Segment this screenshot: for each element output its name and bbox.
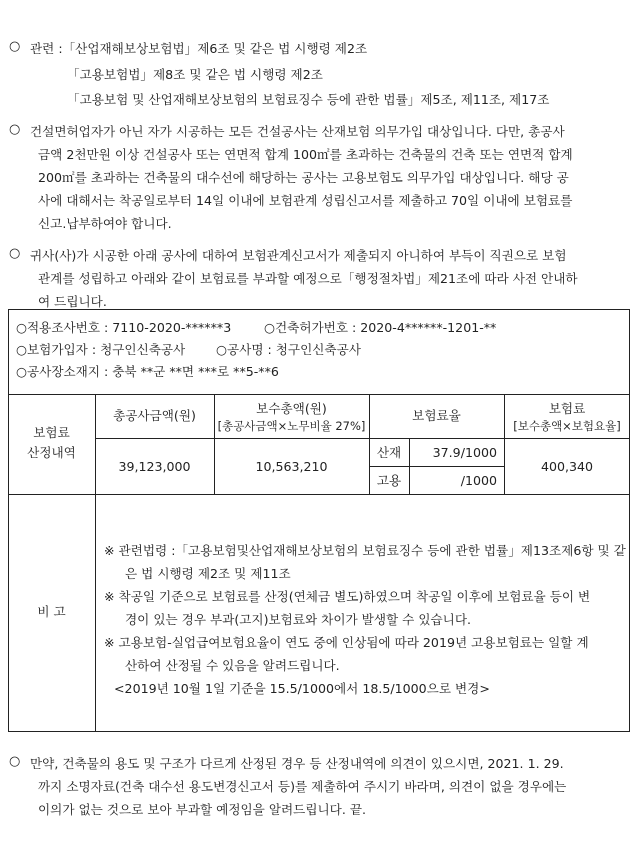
remark-line-2: 은 법 시행령 제2조 및 제11조 bbox=[125, 566, 291, 581]
objection-line-3: 이의가 없는 것으로 보아 부과할 예정임을 알려드립니다. 끝. bbox=[38, 802, 367, 817]
remark-line-7: <2019년 10월 1일 기준을 15.5/1000에서 18.5/1000으로 변경> bbox=[114, 681, 490, 696]
rate-type-industrial: 산재 bbox=[376, 445, 402, 460]
divider bbox=[8, 494, 630, 495]
objection-line-2: 까지 소명자료(건축 대수선 용도변경신고서 등)를 제출하여 주시기 바라며, 의견이 없을 경우에는 bbox=[38, 779, 567, 794]
rate-value-industrial: 37.9/1000 bbox=[432, 445, 497, 460]
header-premium: 보험료 bbox=[548, 401, 586, 416]
legal-basis-line-2: 「고용보험법」제8조 및 같은 법 시행령 제2조 bbox=[67, 67, 323, 82]
divider bbox=[8, 394, 630, 395]
bullet-icon: ○ bbox=[9, 246, 21, 261]
header-rate: 보험료율 bbox=[412, 408, 461, 423]
legal-basis-line-3: 「고용보험 및 산업재해보상보험의 보험료징수 등에 관한 법률」제5조, 제11조, 제17조 bbox=[67, 92, 550, 107]
divider bbox=[369, 466, 504, 467]
remarks-label: 비 고 bbox=[37, 604, 66, 619]
survey-number: ○적용조사번호 : 7110-2020-******3 bbox=[16, 320, 232, 335]
header-total-amount: 총공사금액(원) bbox=[113, 408, 196, 423]
remark-line-6: 산하여 산정될 수 있음을 알려드립니다. bbox=[125, 658, 340, 673]
header-wage-total: 보수총액(원) bbox=[256, 401, 327, 416]
remark-line-4: 경이 있는 경우 부과(고지)보험료와 차이가 발생할 수 있습니다. bbox=[125, 612, 471, 627]
value-premium: 400,340 bbox=[540, 459, 594, 474]
remark-line-1: ※ 관련법령 :「고용보험및산업재해보상보험의 보험료징수 등에 관한 법률」제13조제6항 및 같 bbox=[104, 543, 626, 558]
remark-line-3: ※ 착공일 기준으로 보험료를 산정(연체금 별도)하였으며 착공일 이후에 보험료율 등이 변 bbox=[104, 589, 591, 604]
obligation-line-4: 사에 대해서는 착공일로부터 14일 이내에 보험관계 성립신고서를 제출하고 70일 이내에 보험료를 bbox=[38, 193, 573, 208]
site-location: ○공사장소재지 : 충북 **군 **면 ***로 **5-**6 bbox=[16, 364, 279, 379]
bullet-icon: ○ bbox=[9, 39, 21, 54]
remark-line-5: ※ 고용보험-실업급여보험요율이 연도 중에 인상됨에 따라 2019년 고용보험료는 일할 계 bbox=[104, 635, 589, 650]
insured-party: ○보험가입자 : 청구인신축공사 bbox=[16, 342, 186, 357]
obligation-line-5: 신고.납부하여야 합니다. bbox=[38, 216, 172, 231]
project-name: ○공사명 : 청구인신축공사 bbox=[216, 342, 361, 357]
rate-value-employment: /1000 bbox=[460, 473, 497, 488]
notice-line-1: 귀사(사)가 시공한 아래 공사에 대하여 보험관계신고서가 제출되지 아니하여 부득이 직권으로 보험 bbox=[30, 248, 567, 263]
rate-type-employment: 고용 bbox=[376, 473, 402, 488]
bullet-icon: ○ bbox=[9, 122, 21, 137]
notice-line-2: 관계를 성립하고 아래와 같이 보험료를 부과할 예정으로「행정절차법」제21조에 따라 사전 안내하 bbox=[38, 271, 578, 286]
divider bbox=[95, 394, 96, 732]
header-premium-formula: [보수총액×보험요율] bbox=[513, 419, 621, 433]
obligation-line-3: 200㎡를 초과하는 건축물의 대수선에 해당하는 공사는 고용보험도 의무가입 대상입니다. 해당 공 bbox=[38, 170, 569, 185]
notice-line-3: 여 드립니다. bbox=[38, 294, 107, 309]
row-label-premium: 보험료 bbox=[33, 425, 70, 440]
header-wage-formula: [총공사금액×노무비율 27%] bbox=[217, 419, 366, 433]
obligation-line-1: 건설면허업자가 아닌 자가 시공하는 모든 건설공사는 산재보험 의무가입 대상입니다. 다만, 총공사 bbox=[30, 124, 565, 139]
permit-number: ○건축허가번호 : 2020-4******-1201-** bbox=[264, 320, 497, 335]
bullet-icon: ○ bbox=[9, 754, 21, 769]
legal-basis-line-1: 관련 :「산업재해보상보험법」제6조 및 같은 법 시행령 제2조 bbox=[30, 41, 368, 56]
row-label-calc: 산정내역 bbox=[27, 445, 76, 460]
value-total-amount: 39,123,000 bbox=[118, 459, 191, 474]
obligation-line-2: 금액 2천만원 이상 건설공사 또는 연면적 합계 100㎡를 초과하는 건축물의 건축 또는 연면적 합계 bbox=[38, 147, 573, 162]
objection-line-1: 만약, 건축물의 용도 및 구조가 다르게 산정된 경우 등 산정내역에 의견이 있으시면, 2021. 1. 29. bbox=[30, 756, 564, 771]
divider bbox=[95, 438, 630, 439]
divider bbox=[409, 438, 410, 494]
value-wage-total: 10,563,210 bbox=[255, 459, 328, 474]
